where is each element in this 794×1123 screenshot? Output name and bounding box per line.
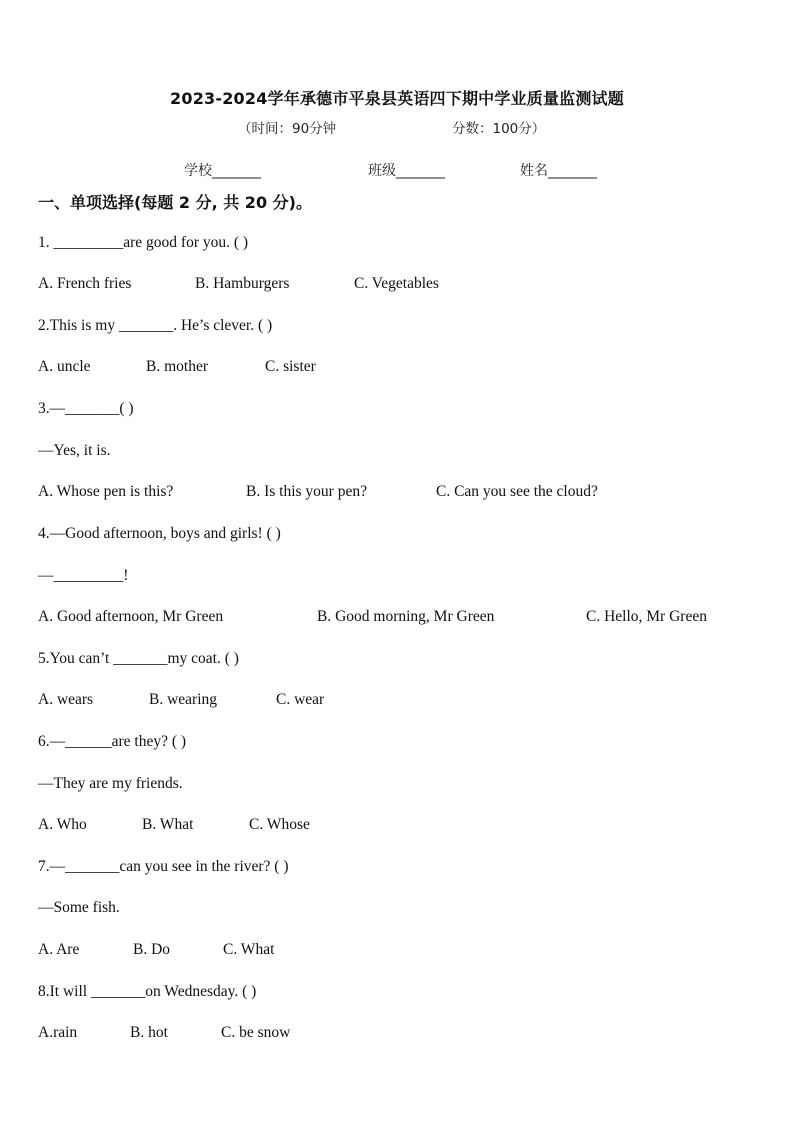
q7-option-a: A. Are xyxy=(38,941,80,958)
question-4-stem: 4.—Good afternoon, boys and girls! ( ) xyxy=(38,525,281,542)
exam-title: 2023-2024学年承德市平泉县英语四下期中学业质量监测试题 xyxy=(170,89,624,108)
q5-option-a: A. wears xyxy=(38,691,94,708)
q3-option-c: C. Can you see the cloud? xyxy=(436,483,598,500)
q8-option-a: A.rain xyxy=(38,1024,78,1041)
q1-option-c: C. Vegetables xyxy=(354,275,439,292)
question-7-stem: 7.—_______can you see in the river? ( ) xyxy=(38,858,289,875)
question-6-answer-line: —They are my friends. xyxy=(38,775,183,792)
q2-option-c: C. sister xyxy=(265,358,316,375)
class-field: 班级_______ xyxy=(368,163,445,179)
name-field: 姓名_______ xyxy=(520,163,597,179)
q7-option-c: C. What xyxy=(223,941,275,958)
q6-option-a: A. Who xyxy=(38,816,87,833)
exam-score: 分数：100分） xyxy=(452,121,546,137)
question-4-answer-line: —_________! xyxy=(38,567,129,584)
q5-option-c: C. wear xyxy=(276,691,325,708)
q3-option-a: A. Whose pen is this? xyxy=(38,483,174,500)
q6-option-c: C. Whose xyxy=(249,816,310,833)
q8-option-b: B. hot xyxy=(130,1024,168,1041)
school-field: 学校_______ xyxy=(184,163,261,179)
q8-option-c: C. be snow xyxy=(221,1024,291,1041)
question-5-stem: 5.You can’t _______my coat. ( ) xyxy=(38,650,239,667)
question-6-stem: 6.—______are they? ( ) xyxy=(38,733,187,750)
question-8-stem: 8.It will _______on Wednesday. ( ) xyxy=(38,983,257,1000)
section-title: 一、单项选择(每题 2 分, 共 20 分)。 xyxy=(38,193,312,212)
question-2-stem: 2.This is my _______. He’s clever. ( ) xyxy=(38,317,273,334)
question-7-answer-line: —Some fish. xyxy=(38,899,120,916)
q6-option-b: B. What xyxy=(142,816,194,833)
q3-option-b: B. Is this your pen? xyxy=(246,483,367,500)
q2-option-b: B. mother xyxy=(146,358,208,375)
q5-option-b: B. wearing xyxy=(149,691,218,708)
q1-option-b: B. Hamburgers xyxy=(195,275,290,292)
q4-option-a: A. Good afternoon, Mr Green xyxy=(38,608,224,625)
q1-option-a: A. French fries xyxy=(38,275,132,292)
q4-option-c: C. Hello, Mr Green xyxy=(586,608,707,625)
q7-option-b: B. Do xyxy=(133,941,171,958)
exam-time: （时间：90分钟 xyxy=(238,121,337,137)
question-1-stem: 1. _________are good for you. ( ) xyxy=(38,234,249,251)
q2-option-a: A. uncle xyxy=(38,358,91,375)
question-3-answer-line: —Yes, it is. xyxy=(38,442,111,459)
question-3-stem: 3.—_______( ) xyxy=(38,400,134,417)
q4-option-b: B. Good morning, Mr Green xyxy=(317,608,495,625)
